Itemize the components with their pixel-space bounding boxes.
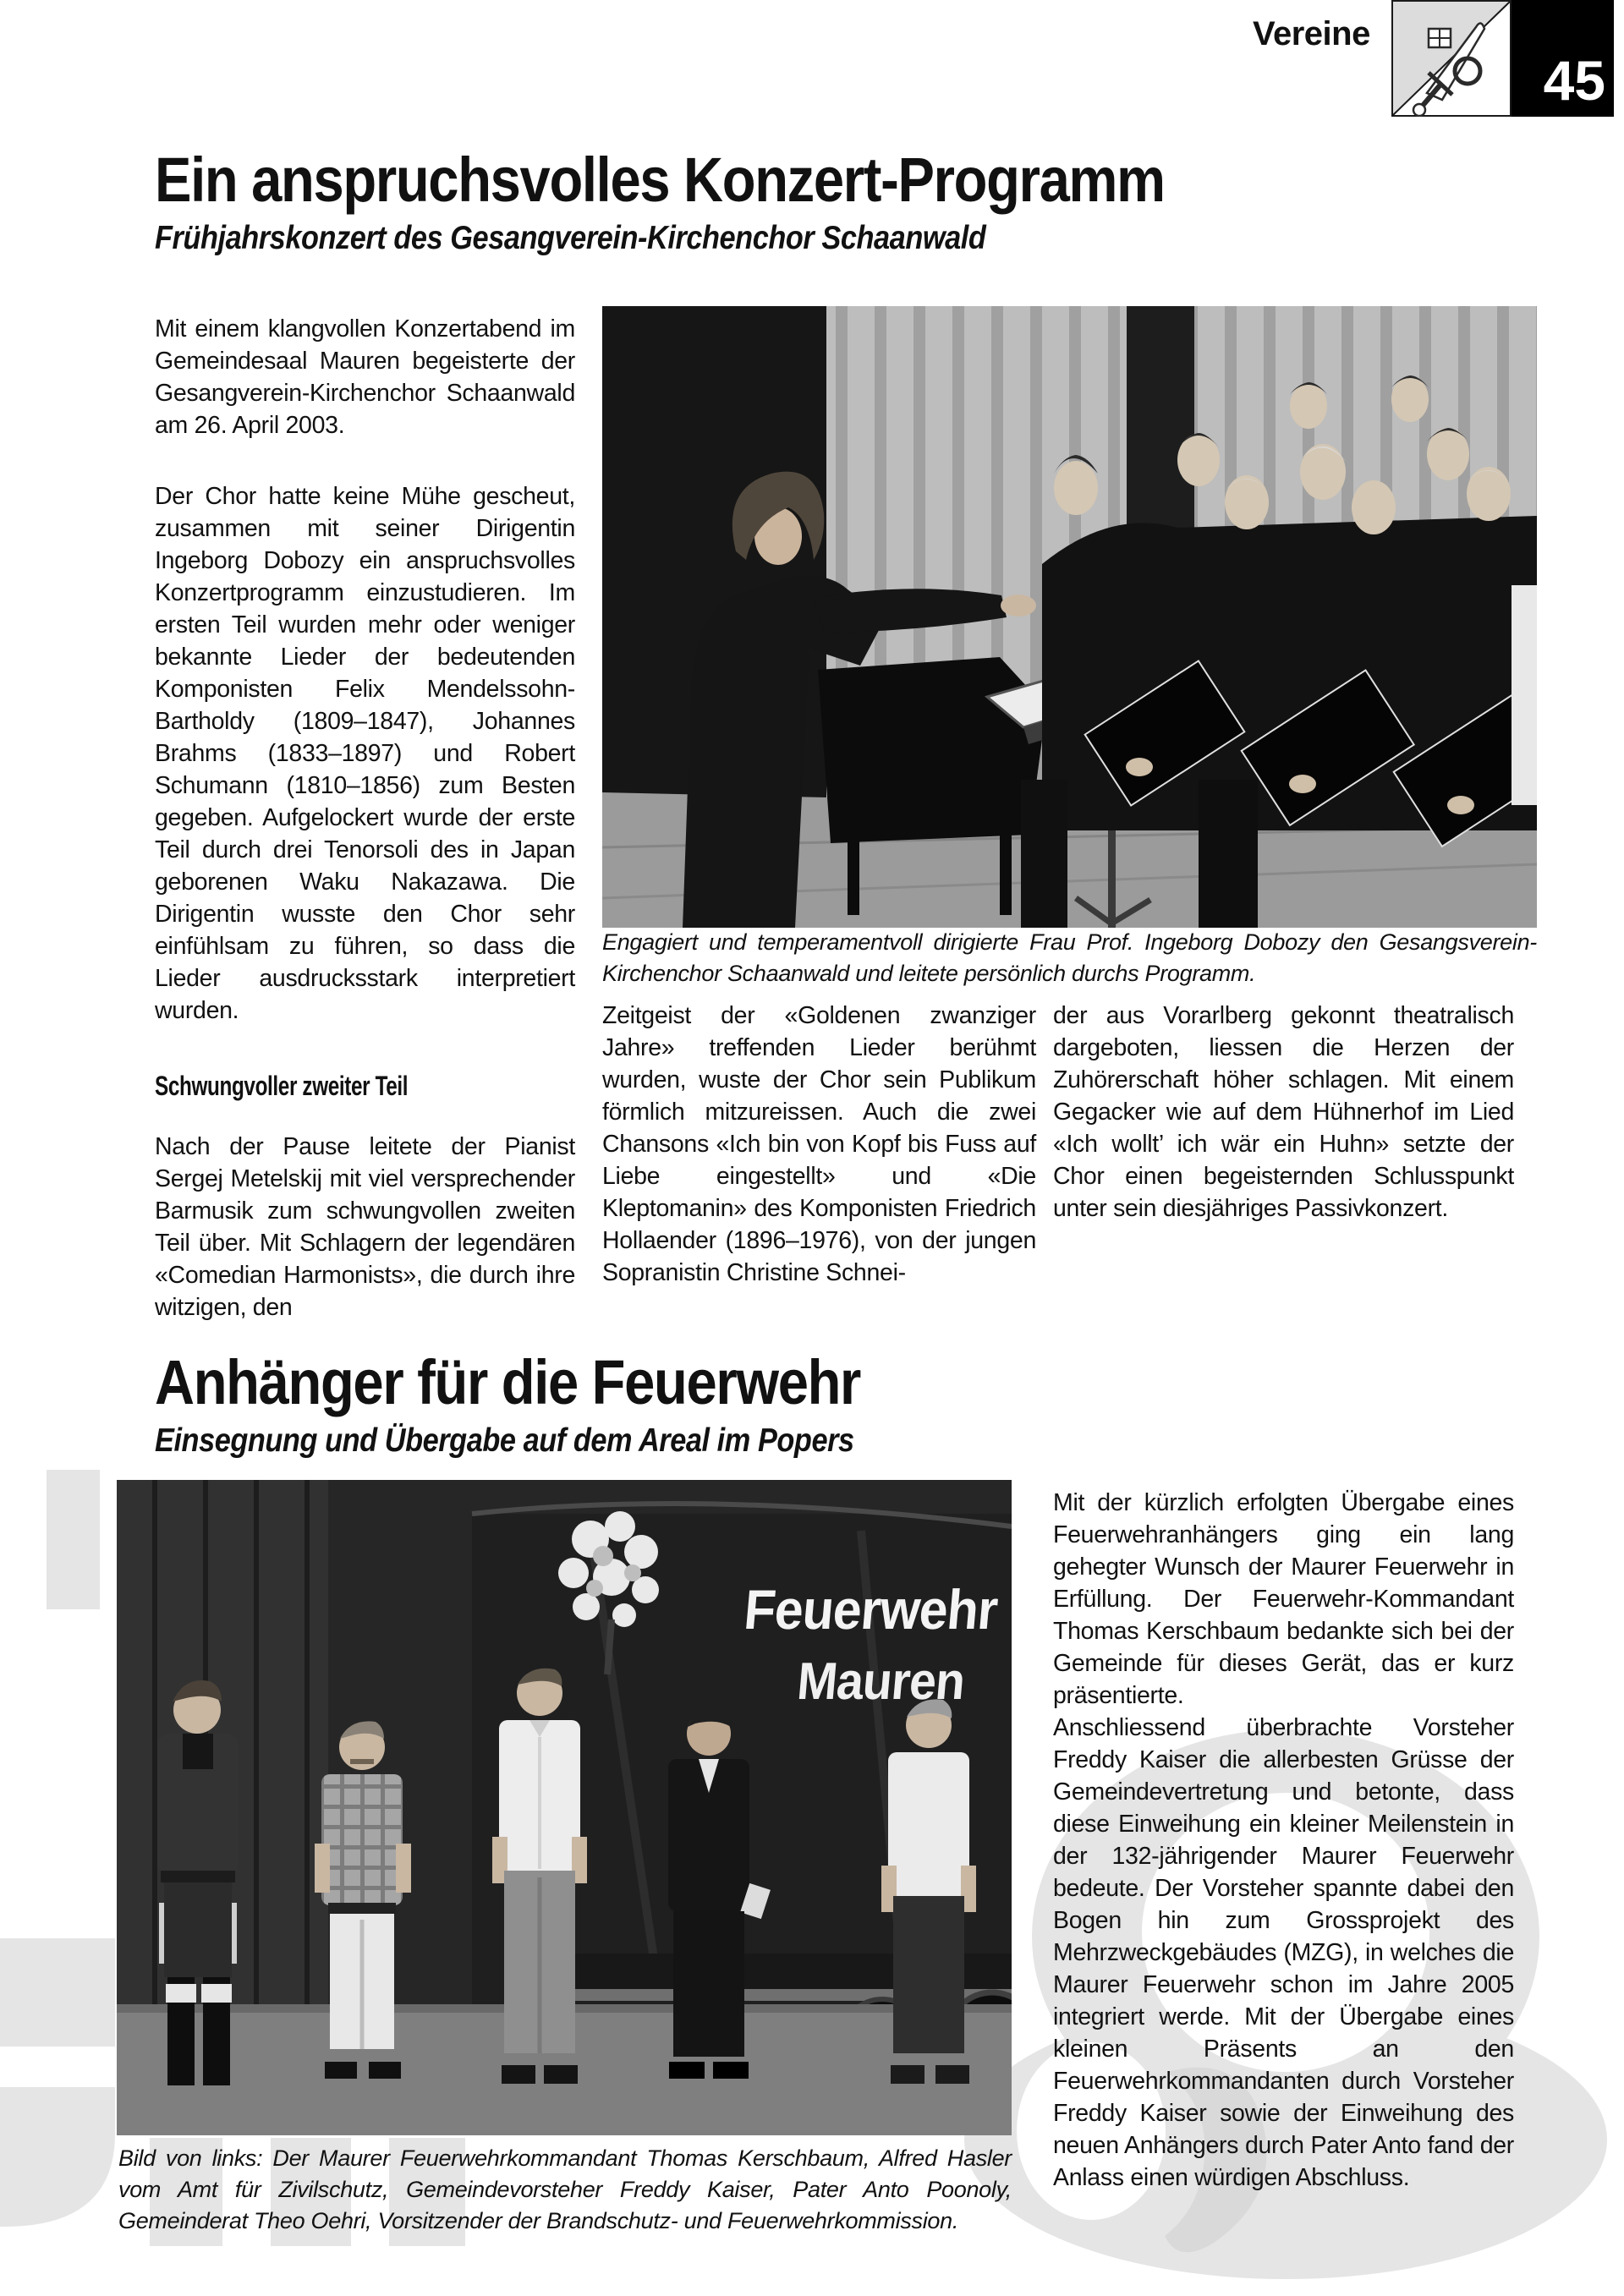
- article1-paragraph: Der Chor hatte keine Mühe gescheut, zusammen mit seiner Dirigentin Ingeborg Dobozy ein anspruchsvolles Konzertprogramm einzustudieren. Im ersten Teil wurden mehr oder weniger bekannte Lieder der bedeutenden Komponisten Felix Mendelssohn-Bartholdy (1809–1847), Johannes Brahms (1833–1897) und Robert Schumann (1810–1856) zum Besten gegeben. Aufgelockert wurde der erste Teil durch drei Tenorsoli des in Japan geborenen Waku Nakazawa. Die Dirigentin wusste den Chor sehr einfühlsam zu führen, so dass die Lieder ausdrucksstark interpretiert wurden.: [155, 483, 575, 1024]
- trailer-lettering: [736, 1578, 1001, 1711]
- article2-subtitle: Einsegnung und Übergabe auf dem Areal im Popers: [155, 1422, 854, 1459]
- article1-middle-column: [602, 1000, 1036, 1289]
- article1-paragraph: Nach der Pause leitete der Pianist Sergej Metelskij mit viel versprechender Barmusik zum schwungvollen zweiten Teil über. Mit Schlagern der legendären «Comedian Harmonists», die durch ihre witzigen, den: [155, 1132, 575, 1321]
- article1-right-column: [1053, 1000, 1514, 1225]
- article2-paragraph: Anschliessend überbrachte Vorsteher Freddy Kaiser die allerbesten Grüsse der Gemeindevertretung und betonte, dass diese Einweihung ein kleiner Meilenstein in der 132-jährigender Maurer Feuerwehr bedeute. Der Vorsteher spannte dabei den Bogen hin zum Grossprojekt des Mehrzweckgebäudes (MZG), in welches die Maurer Feuerwehr schon im Jahre 2005 integriert werde. Mit der Übergabe eines kleinen Präsents an den Feuerwehrkommandanten durch Vorsteher Freddy Kaiser sowie der Einweihung des neuen Anhängers durch Pater Anto fand der Anlass einen würdigen Abschluss.: [1053, 1714, 1514, 2191]
- article1-paragraph: der aus Vorarlberg gekonnt theatralisch dargeboten, liessen die Herzen der Zuhörerschaft höher schlagen. Mit einem Gegacker wie auf dem Hühnerhof im Lied «Ich wollt’ ich wär ein Huhn» setzte der Chor einen begeisternden Schlusspunkt unter sein diesjähriges Passivkonzert.: [1053, 1002, 1514, 1222]
- article1-lead: Mit einem klangvollen Konzertabend im Gemeindesaal Mauren begeisterte der Gesangverein-Kirchenchor Schaanwald am 26. April 2003.: [155, 315, 575, 439]
- article2-title: Anhänger für die Feuerwehr: [155, 1347, 861, 1417]
- article1-title: Ein anspruchsvolles Konzert-Programm: [155, 145, 1165, 215]
- trailer-lettering-line1: Feuerwehr: [742, 1578, 1001, 1641]
- sword-emblem-icon: [1391, 0, 1512, 117]
- page-number: 45: [1543, 49, 1605, 112]
- article1-photo-caption: Engagiert und temperamentvoll dirigierte Frau Prof. Ingeborg Dobozy den Gesangsverein-Kirchenchor Schaanwald und leitete persönlich durchs Programm.: [602, 929, 1537, 986]
- article1-crosshead: Schwungvoller zweiter Teil: [155, 1071, 409, 1101]
- article1-paragraph: Zeitgeist der «Goldenen zwanziger Jahre» treffenden Lieder berühmt wurden, wuste der Chor sein Publikum förmlich mitzureissen. Auch die zwei Chansons «Ich bin von Kopf bis Fuss auf Liebe eingestellt» und «Die Kleptomanin» des Komponisten Friedrich Hollaender (1896–1976), von der jungen Sopranistin Christine Schnei-: [602, 1002, 1036, 1286]
- choir-photo: [602, 306, 1537, 928]
- trailer-lettering-line2: Mauren: [795, 1652, 968, 1711]
- section-label: Vereine: [1253, 15, 1370, 52]
- article2-photo-caption: Bild von links: Der Maurer Feuerwehrkommandant Thomas Kerschbaum, Alfred Hasler vom Amt für Zivilschutz, Gemeindevorsteher Freddy Kaiser, Pater Anto Poonoly, Gemeinderat Theo Oehri, Vorsitzender der Brandschutz- und Feuerwehrkommission.: [118, 2145, 1012, 2233]
- article2-right-column: [1053, 1487, 1514, 2194]
- article1-subtitle: Frühjahrskonzert des Gesangverein-Kirchenchor Schaanwald: [155, 220, 986, 256]
- page-number-badge: [1512, 0, 1614, 117]
- article1-left-column: [155, 313, 575, 1323]
- article2-paragraph: Mit der kürzlich erfolgten Übergabe eines Feuerwehranhängers ging ein lang gehegter Wunsch der Maurer Feuerwehr in Erfüllung. Der Feuerwehr-Kommandant Thomas Kerschbaum bedankte sich bei der Gemeinde für dieses Gerät, das er kurz präsentierte.: [1053, 1489, 1514, 1709]
- firefighter-photo: [117, 1480, 1012, 2135]
